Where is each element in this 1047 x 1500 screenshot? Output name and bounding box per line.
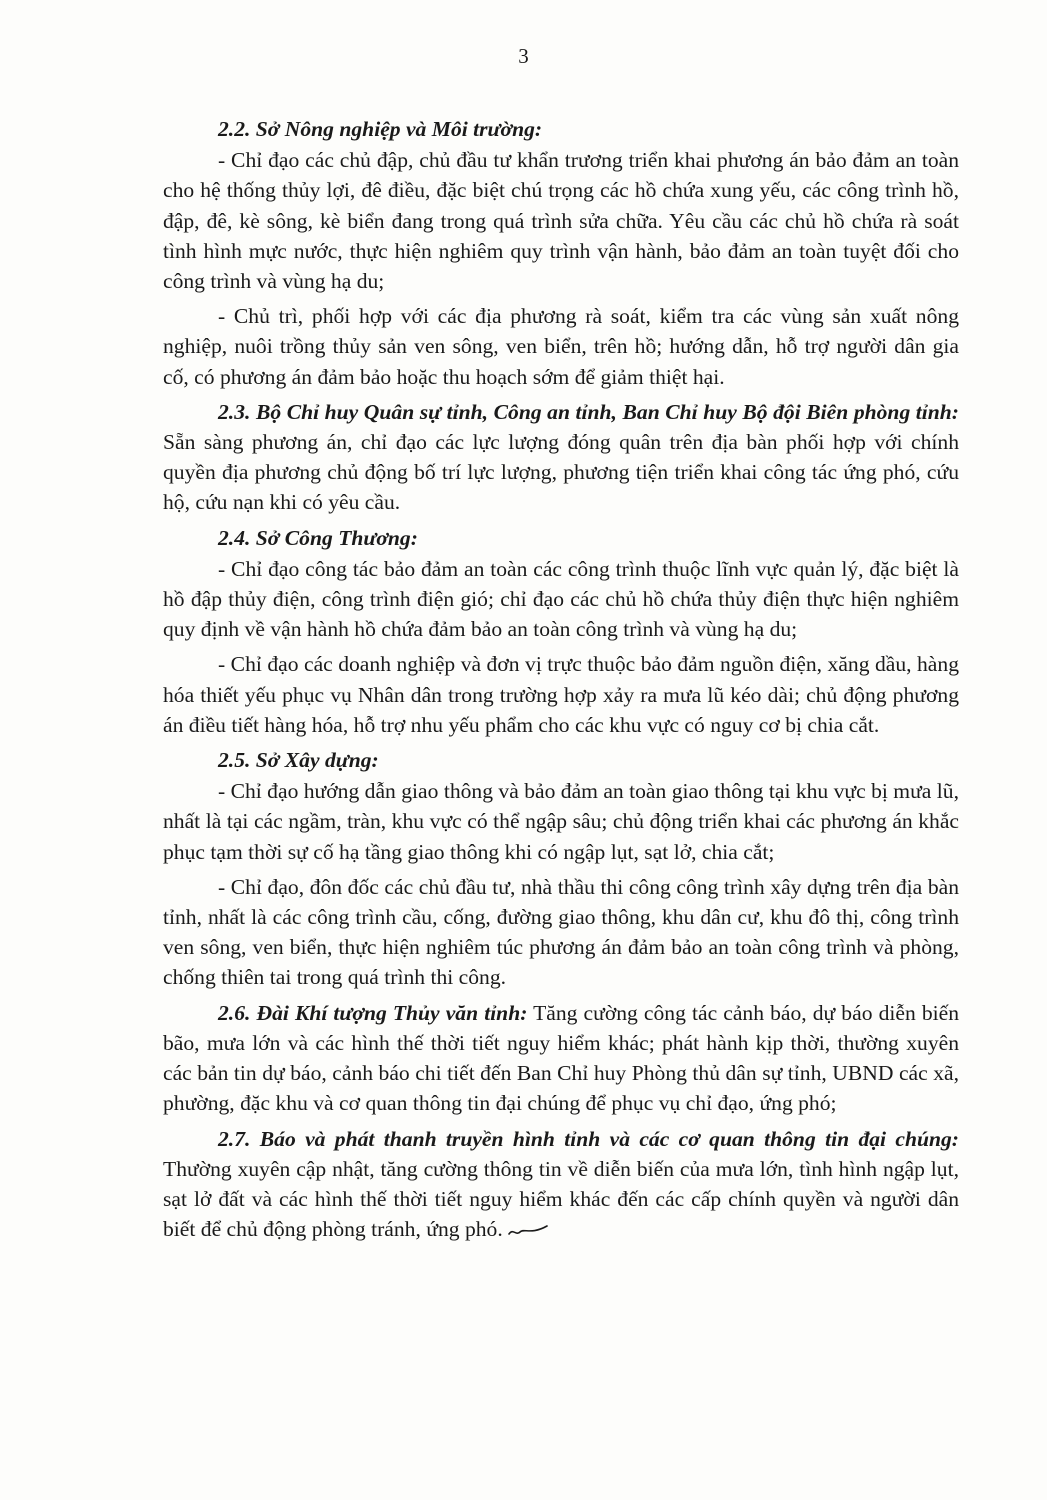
section-heading-text: 2.2. Sở Nông nghiệp và Môi trường:	[218, 117, 543, 141]
section-2-7-heading: 2.7. Báo và phát thanh truyền hình tỉnh và các cơ quan thông tin đại chúng:	[218, 1126, 959, 1151]
section-2-2-heading	[163, 114, 959, 144]
page-number: 3	[518, 44, 529, 68]
section-2-6-text: Tăng cường công tác cảnh báo, dự báo diễn biến bão, mưa lớn và các hình thế thời tiết nguy hiểm khác; phát hành kịp thời, thường xuyên các bản tin dự báo, cảnh báo chi tiết đến Ban Chỉ huy Phòng thủ dân sự tỉnh, UBND các xã, phường, đặc khu và cơ quan thông tin đại chúng để phục vụ chỉ đạo, ứng phó;	[163, 1000, 960, 1116]
section-2-5-heading	[163, 745, 959, 775]
section-2-5-paragraph-2: - Chỉ đạo, đôn đốc các chủ đầu tư, nhà thầu thi công công trình xây dựng trên địa bàn tỉnh, nhất là các công trình cầu, cống, đường giao thông, khu dân cư, khu đô thị, công trình ven sông, ven biển, thực hiện nghiêm túc phương án đảm bảo an toàn công trình và phòng, chống thiên tai trong quá trình thi công.	[163, 874, 959, 990]
document-body	[163, 114, 959, 1249]
section-2-3-heading: 2.3. Bộ Chỉ huy Quân sự tỉnh, Công an tỉnh, Ban Chỉ huy Bộ đội Biên phòng tỉnh:	[218, 399, 959, 424]
section-heading-text: 2.4. Sở Công Thương:	[218, 525, 418, 550]
section-2-4-paragraph-2: - Chỉ đạo các doanh nghiệp và đơn vị trực thuộc bảo đảm nguồn điện, xăng dầu, hàng hóa thiết yếu phục vụ Nhân dân trong trường hợp xảy ra mưa lũ kéo dài; chủ động phương án điều tiết hàng hóa, hỗ trợ nhu yếu phẩm cho các khu vực có nguy cơ bị chia cắt.	[163, 652, 959, 737]
section-2-5-paragraph-1: - Chỉ đạo hướng dẫn giao thông và bảo đảm an toàn giao thông tại khu vực bị mưa lũ, nhất là tại các ngầm, tràn, khu vực có thể ngập sâu; chủ động triển khai các phương án khắc phục tạm thời sự cố hạ tầng giao thông khi có ngập lụt, sạt lở, chia cắt;	[163, 779, 959, 864]
section-2-3-text: Sẵn sàng phương án, chỉ đạo các lực lượng đóng quân trên địa bàn phối hợp với chính quyền địa phương chủ động bố trí lực lượng, phương tiện triển khai công tác ứng phó, cứu hộ, cứu nạn khi có yêu cầu.	[163, 430, 959, 515]
section-2-7-text: Thường xuyên cập nhật, tăng cường thông tin về diễn biến của mưa lớn, tình hình ngập lụt, sạt lở đất và các hình thế thời tiết nguy hiểm khác đến các cấp chính quyền và người dân biết để chủ động phòng tránh, ứng phó.	[163, 1156, 959, 1242]
section-2-6-heading: 2.6. Đài Khí tượng Thủy văn tỉnh:	[218, 1000, 528, 1025]
section-heading-text: 2.5. Sở Xây dựng:	[218, 748, 379, 773]
section-2-4-paragraph-1: - Chỉ đạo công tác bảo đảm an toàn các công trình thuộc lĩnh vực quản lý, đặc biệt là hồ đập thủy điện, công trình điện gió; chỉ đạo các chủ hồ chứa thủy điện thực hiện nghiêm quy định về vận hành hồ chứa đảm bảo an toàn công trình và vùng hạ du;	[163, 556, 959, 642]
section-2-7-paragraph	[163, 1124, 959, 1245]
section-2-6-paragraph	[163, 998, 959, 1119]
section-2-4-heading	[163, 523, 959, 553]
initial-mark	[507, 1224, 549, 1238]
section-2-2-paragraph-1: - Chỉ đạo các chủ đập, chủ đầu tư khẩn trương triển khai phương án bảo đảm an toàn cho hệ thống thủy lợi, đê điều, đặc biệt chú trọng các hồ chứa xung yếu, các công trình hồ, đập, đê, kè sông, kè biển đang trong quá trình sửa chữa. Yêu cầu các chủ hồ chứa rà soát tình hình mực nước, thực hiện nghiêm quy trình vận hành, bảo đảm an toàn tuyệt đối cho công trình và vùng hạ du;	[163, 148, 959, 294]
section-2-3-paragraph	[163, 397, 959, 518]
section-2-2-paragraph-2: - Chủ trì, phối hợp với các địa phương rà soát, kiểm tra các vùng sản xuất nông nghiệp, nuôi trồng thủy sản ven sông, ven biển, trên hồ; hướng dẫn, hỗ trợ người dân gia cố, có phương án đảm bảo hoặc thu hoạch sớm để giảm thiệt hại.	[163, 304, 959, 389]
